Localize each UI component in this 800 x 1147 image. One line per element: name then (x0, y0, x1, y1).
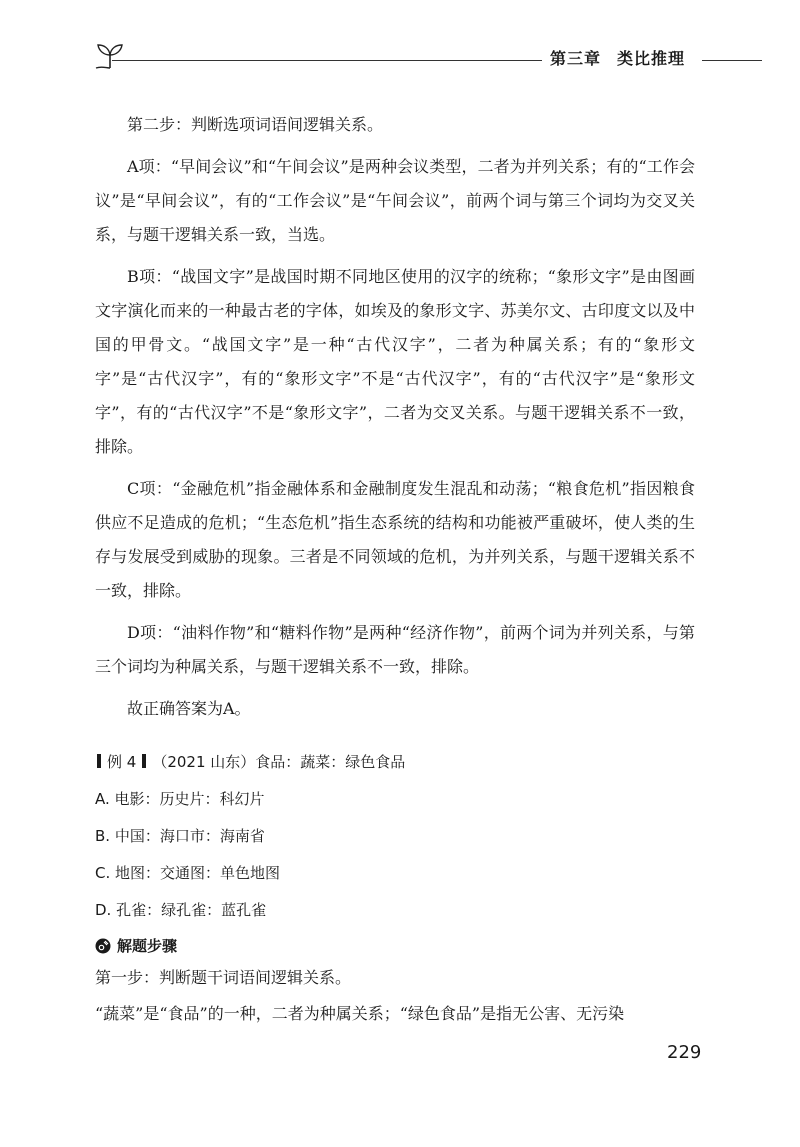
header-rule-left (112, 60, 542, 61)
chapter-title: 类比推理 (617, 49, 686, 68)
page-header (92, 38, 762, 74)
option-a-analysis: A项：“早间会议”和“午间会议”是两种会议类型，二者为并列关系；有的“工作会议”是“早间会议”，有的“工作会议”是“午间会议”，前两个词与第三个词均为交叉关系，与题干逻辑关系一致，当选。 (95, 157, 695, 244)
option-b: B. 中国：海口市：海南省 (95, 827, 265, 845)
example-label: 例 4 (107, 753, 137, 771)
option-a: A. 电影：历史片：科幻片 (95, 790, 265, 808)
chapter-heading (550, 46, 685, 69)
chapter-label: 第三章 (550, 49, 602, 68)
answer-statement: 故正确答案为A。 (127, 699, 251, 718)
sprout-icon (92, 38, 128, 74)
bracket-bar-left (97, 754, 101, 768)
option-d-analysis: D项：“油料作物”和“糖料作物”是两种“经济作物”，前两个词为并列关系，与第三个词均为种属关系，与题干逻辑关系不一致，排除。 (95, 623, 695, 676)
step1-text: “蔬菜”是“食品”的一种，二者为种属关系；“绿色食品”是指无公害、无污染 (95, 1004, 625, 1023)
step2-title: 第二步：判断选项词语间逻辑关系。 (127, 115, 384, 134)
page-number: 229 (667, 1042, 702, 1063)
example-block (95, 744, 695, 929)
example-stem: 食品：蔬菜：绿色食品 (255, 753, 406, 771)
solution-heading (95, 931, 695, 961)
example-title (95, 744, 695, 781)
example-source: （2021 山东） (152, 753, 256, 771)
option-c: C. 地图：交通图：单色地图 (95, 864, 281, 882)
header-rule-right (702, 60, 762, 61)
page-content (95, 108, 695, 1031)
gear-icon (95, 938, 111, 954)
solution-heading-label: 解题步骤 (117, 937, 178, 955)
step1-title: 第一步：判断题干词语间逻辑关系。 (95, 968, 352, 987)
bracket-bar-right (142, 754, 146, 768)
option-b-analysis: B项：“战国文字”是战国时期不同地区使用的汉字的统称；“象形文字”是由图画文字演化而来的一种最古老的字体，如埃及的象形文字、苏美尔文、古印度文以及中国的甲骨文。“战国文字”是一种“古代汉字”，二者为种属关系；有的“象形文字”是“古代汉字”，有的“象形文字”不是“古代汉字”，有的“古代汉字”是“象形文字”，有的“古代汉字”不是“象形文字”，二者为交叉关系。与题干逻辑关系不一致，排除。 (95, 267, 695, 456)
option-c-analysis: C项：“金融危机”指金融体系和金融制度发生混乱和动荡；“粮食危机”指因粮食供应不足造成的危机；“生态危机”指生态系统的结构和功能被严重破坏，使人类的生存与发展受到威胁的现象。三者是不同领域的危机，为并列关系，与题干逻辑关系不一致，排除。 (95, 479, 695, 600)
option-d: D. 孔雀：绿孔雀：蓝孔雀 (95, 901, 267, 919)
